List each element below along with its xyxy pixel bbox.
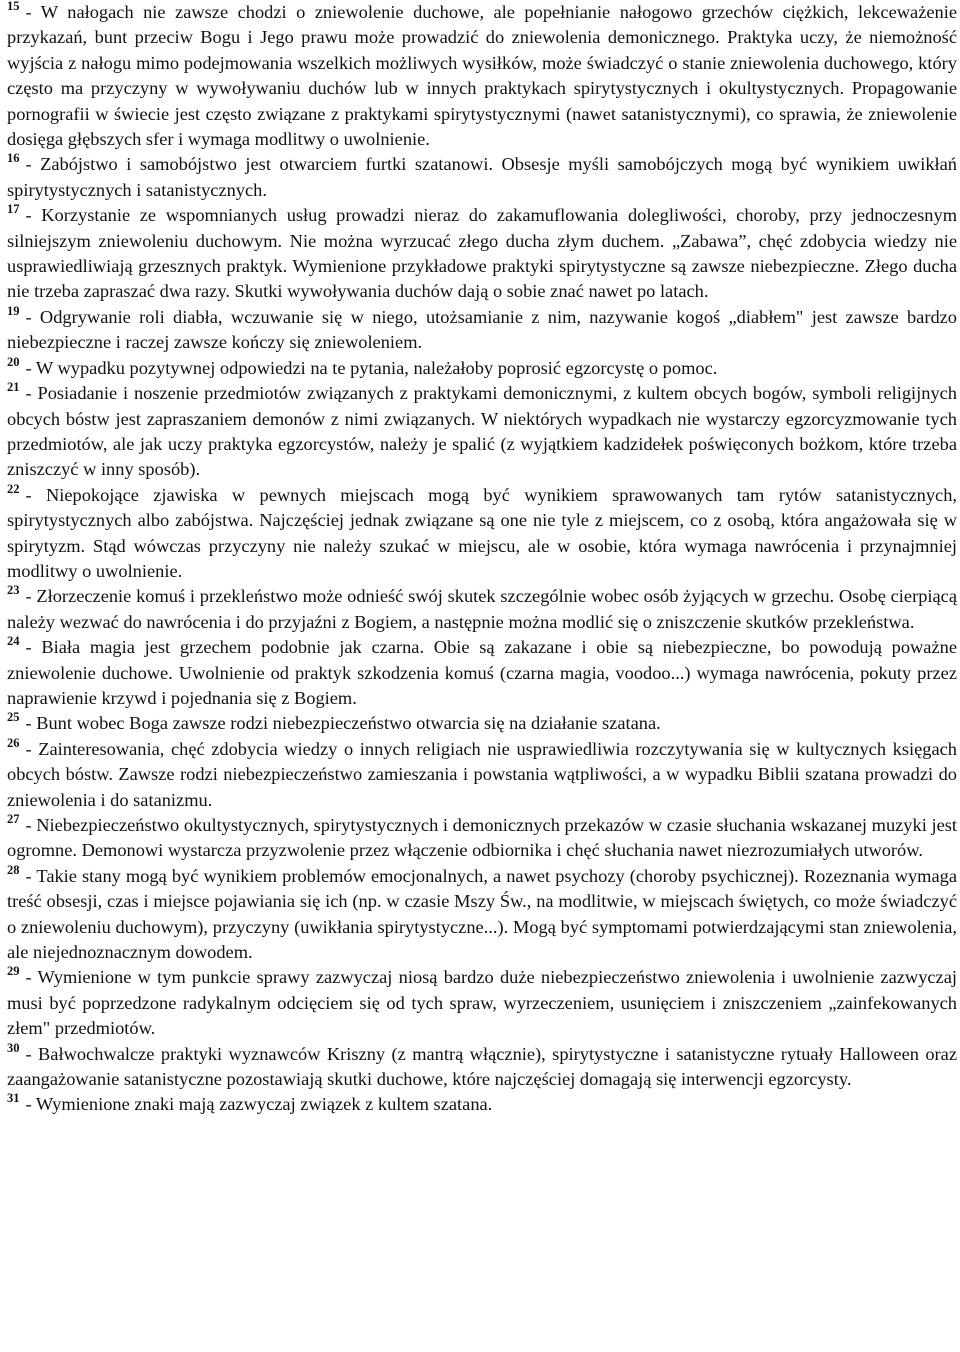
footnote-29 <box>7 965 957 1041</box>
footnote-number: 25 <box>7 710 20 725</box>
footnote-27 <box>7 813 957 864</box>
footnote-number: 17 <box>7 202 20 217</box>
footnote-text: - Wymienione znaki mają zazwyczaj związek z kultem szatana. <box>25 1094 493 1115</box>
footnote-text: - Odgrywanie roli diabła, wczuwanie się w niego, utożsamianie z nim, nazywanie kogoś „diabłem" jest zawsze bardzo niebezpieczne i raczej zawsze kończy się zniewoleniem. <box>7 306 957 353</box>
footnote-number: 29 <box>7 964 20 979</box>
footnote-26 <box>7 737 957 813</box>
footnote-19 <box>7 305 957 356</box>
footnote-24 <box>7 635 957 711</box>
footnote-number: 27 <box>7 812 20 826</box>
footnote-number: 30 <box>7 1040 20 1055</box>
footnote-text: - Takie stany mogą być wynikiem problemów emocjonalnych, a nawet psychozy (choroby psychicznej). Rozeznania wymaga treść obsesji, czas i miejsce pojawiania się ich (np. w czasie Mszy Św., na modlitwie, w miejscach świętych, co może świadczyć o zniewoleniu duchowym), przyczyny (uwikłania spirytystyczne...). Mogą być symptomami potwierdzającymi stan zniewolenia, ale niejednoznacznym dowodem. <box>7 865 957 963</box>
footnote-22 <box>7 483 957 585</box>
footnote-number: 22 <box>7 481 20 496</box>
footnote-30 <box>7 1042 957 1093</box>
footnote-21 <box>7 381 957 483</box>
footnote-20 <box>7 356 957 381</box>
footnote-text: - Posiadanie i noszenie przedmiotów związanych z praktykami demonicznymi, z kultem obcych bogów, symboli religijnych obcych bóstw jest zapraszaniem demonów z nimi związanych. W niektórych wypadkach nie wystarczy egzorcyzmowanie tych przedmiotów, ale jak uczy praktyka egzorcystów, należy je spalić (z wyjątkiem kadzidełek poświęconych bożkom, które trzeba zniszczyć w inny sposób). <box>7 383 957 480</box>
footnote-text: - Niebezpieczeństwo okultystycznych, spirytystycznych i demonicznych przekazów w czasie słuchania wskazanej muzyki jest ogromne. Demonowi wystarcza przyzwolenie przez włączenie odbiornika i chęć słuchania nawet niezrozumiałych utworów. <box>7 815 957 861</box>
footnote-text: - Wymienione w tym punkcie sprawy zazwyczaj niosą bardzo duże niebezpieczeństwo zniewolenia i uwolnienie zazwyczaj musi być poprzedzone radykalnym odcięciem się od tych spraw, wyrzeczeniem, usunięciem i zniszczeniem „zainfekowanych złem" przedmiotów. <box>7 967 957 1039</box>
footnote-text: - W nałogach nie zawsze chodzi o zniewolenie duchowe, ale popełnianie nałogowo grzechów ciężkich, lekceważenie przykazań, bunt przeciw Bogu i Jego prawu może prowadzić do zniewolenia demonicznego. Praktyka uczy, że niemożność wyjścia z nałogu mimo podejmowania wszelkich możliwych wysiłków, może świadczyć o stanie zniewolenia duchowego, który często ma przyczyny w wywoływaniu duchów lub w innych praktykach spirytystycznych i okultystycznych. Propagowanie pornografii w świecie jest często związane z praktykami spirytystycznymi (nawet satanistycznymi), co sprawia, że zniewolenie dosięga głębszych sfer i wymaga modlitwy o uwolnienie. <box>7 2 957 150</box>
footnote-text: - Bałwochwalcze praktyki wyznawców Kriszny (z mantrą włącznie), spirytystyczne i satanistyczne rytuały Halloween oraz zaangażowanie satanistyczne pozostawiają skutki duchowe, które najczęściej domagają się interwencji egzorcysty. <box>7 1043 957 1090</box>
footnote-25 <box>7 711 957 736</box>
footnote-text: - Niepokojące zjawiska w pewnych miejscach mogą być wynikiem sprawowanych tam rytów satanistycznych, spirytystycznych albo zabójstwa. Najczęściej jednak związane są one nie tyle z miejscem, co z osobą, która angażowała się w spirytyzm. Stąd wówczas przyczyny nie należy szukać w miejscu, ale w osobie, która wymaga nawrócenia i przynajmniej modlitwy o uwolnienie. <box>7 484 957 581</box>
footnote-number: 16 <box>7 151 20 166</box>
footnote-number: 23 <box>7 583 20 598</box>
footnote-31 <box>7 1092 957 1117</box>
footnote-number: 15 <box>7 0 20 13</box>
footnote-text: - Zabójstwo i samobójstwo jest otwarciem furtki szatanowi. Obsesje myśli samobójczych mogą być wynikiem uwikłań spirytystycznych i satanistycznych. <box>7 154 957 200</box>
footnote-text: - Bunt wobec Boga zawsze rodzi niebezpieczeństwo otwarcia się na działanie szatana. <box>25 713 661 734</box>
footnote-text: - Złorzeczenie komuś i przekleństwo może odnieść swój skutek szczególnie wobec osób żyjących w grzechu. Osobę cierpiącą należy wezwać do nawrócenia i do przyjaźni z Bogiem, a następnie można modlić się o zniszczenie skutków przekleństwa. <box>7 586 957 632</box>
footnote-28 <box>7 864 957 966</box>
footnote-number: 31 <box>7 1091 20 1106</box>
footnote-number: 19 <box>7 303 20 318</box>
footnote-text: - Korzystanie ze wspomnianych usług prowadzi nieraz do zakamuflowania dolegliwości, choroby, przy jednoczesnym silniejszym zniewoleniu duchowym. Nie można wyrzucać złego ducha złym duchem. „Zabawa”, chęć zdobycia wiedzy nie usprawiedliwiają grzesznych praktyk. Wymienione przykładowe praktyki spirytystyczne są zawsze niebezpieczne. Złego ducha nie trzeba zapraszać dwa razy. Skutki wywoływania duchów dają o sobie znać nawet po latach. <box>7 205 957 302</box>
footnote-text: - W wypadku pozytywnej odpowiedzi na te pytania, należałoby poprosić egzorcystę o pomoc. <box>25 357 718 378</box>
footnote-text: - Zainteresowania, chęć zdobycia wiedzy o innych religiach nie usprawiedliwia rozczytywania się w kultycznych księgach obcych bóstw. Zawsze rodzi niebezpieczeństwo zamieszania i powstania wątpliwości, a w wypadku Biblii szatana prowadzi do zniewolenia i do satanizmu. <box>7 738 957 810</box>
footnote-number: 20 <box>7 354 20 369</box>
footnote-23 <box>7 584 957 635</box>
footnote-16 <box>7 152 957 203</box>
footnote-text: - Biała magia jest grzechem podobnie jak czarna. Obie są zakazane i obie są niebezpieczne, bo powodują poważne zniewolenie duchowe. Uwolnienie od praktyk szkodzenia komuś (czarna magia, voodoo...) wymaga nawrócenia, pokuty przez naprawienie krzywd i pojednania się z Bogiem. <box>7 637 957 708</box>
footnote-number: 26 <box>7 735 20 750</box>
footnote-15 <box>7 0 957 152</box>
footnote-number: 24 <box>7 634 20 649</box>
footnote-number: 21 <box>7 380 20 395</box>
footnote-number: 28 <box>7 862 20 877</box>
footnote-17 <box>7 203 957 305</box>
